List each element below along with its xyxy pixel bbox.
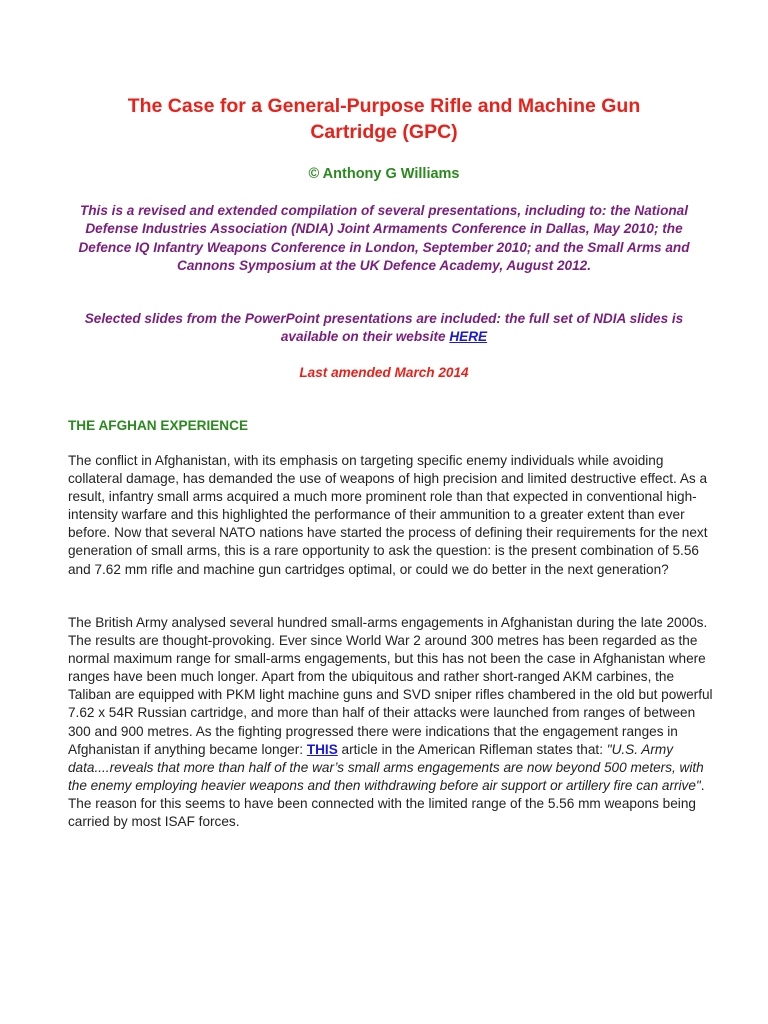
author-byline: © Anthony G Williams: [308, 166, 460, 182]
body-paragraph-1: The conflict in Afghanistan, with its emphasis on targeting specific enemy individuals while avoiding collateral damage, has demanded the use of weapons of high precision and limited destructive effect. As a result, infantry small arms acquired a much more prominent role than that expected in conventional high-intensity warfare and this highlighted the performance of their ammunition to a greater extent than ever before. Now that several NATO nations have started the process of defining their requirements for the next generation of small arms, this is a rare opportunity to ask the question: is the present combination of 5.56 and 7.62 mm rifle and machine gun cartridges optimal, or could we do better in the next generation?: [68, 453, 708, 577]
paragraph-2-text-2: article in the American Rifleman states that:: [337, 741, 607, 757]
section-heading: THE AFGHAN EXPERIENCE: [68, 418, 249, 433]
body-paragraph-2: [68, 614, 716, 831]
title-line-2: Cartridge (GPC): [310, 121, 458, 143]
slides-note-text: Selected slides from the PowerPoint presentations are included: the full set of NDIA slides is available on their website: [84, 311, 684, 345]
rifleman-quote: "U.S. Army data....reveals that more than half of the war’s small arms engagements are now beyond 500 meters, with the enemy employing heavier weapons and then withdrawing before air support or artillery fire can arrive": [68, 741, 704, 793]
this-article-link[interactable]: THIS: [306, 741, 338, 757]
title-line-1: The Case for a General-Purpose Rifle and Machine Gun: [127, 95, 641, 117]
slides-note: [60, 310, 708, 347]
paragraph-2-text-3: . The reason for this seems to have been connected with the limited range of the 5.56 mm weapons being carried by most ISAF forces.: [68, 777, 705, 830]
document-title: [60, 93, 708, 145]
intro-paragraph: This is a revised and extended compilation of several presentations, including to: the National Defense Industries Association (NDIA) Joint Armaments Conference in Dallas, May 2010; the Defence IQ Infantry Weapons Conference in London, September 2010; and the Small Arms and Cannons Symposium at the UK Defence Academy, August 2012.: [78, 203, 690, 274]
slides-here-link[interactable]: HERE: [449, 329, 488, 345]
last-amended-note: Last amended March 2014: [299, 365, 469, 380]
paragraph-2-text-1: The British Army analysed several hundred small-arms engagements in Afghanistan during the late 2000s. The results are thought-provoking. Ever since World War 2 around 300 metres has been regarded as the normal maximum range for small-arms engagements, but this has not been the case in Afghanistan where ranges have been much longer. Apart from the ubiquitous and rather short-ranged AKM carbines, the Taliban are equipped with PKM light machine guns and SVD sniper rifles chambered in the old but powerful 7.62 x 54R Russian cartridge, and more than half of their attacks were launched from ranges of between 300 and 900 metres. As the fighting progressed there were indications that the engagement ranges in Afghanistan if anything became longer:: [68, 615, 713, 757]
